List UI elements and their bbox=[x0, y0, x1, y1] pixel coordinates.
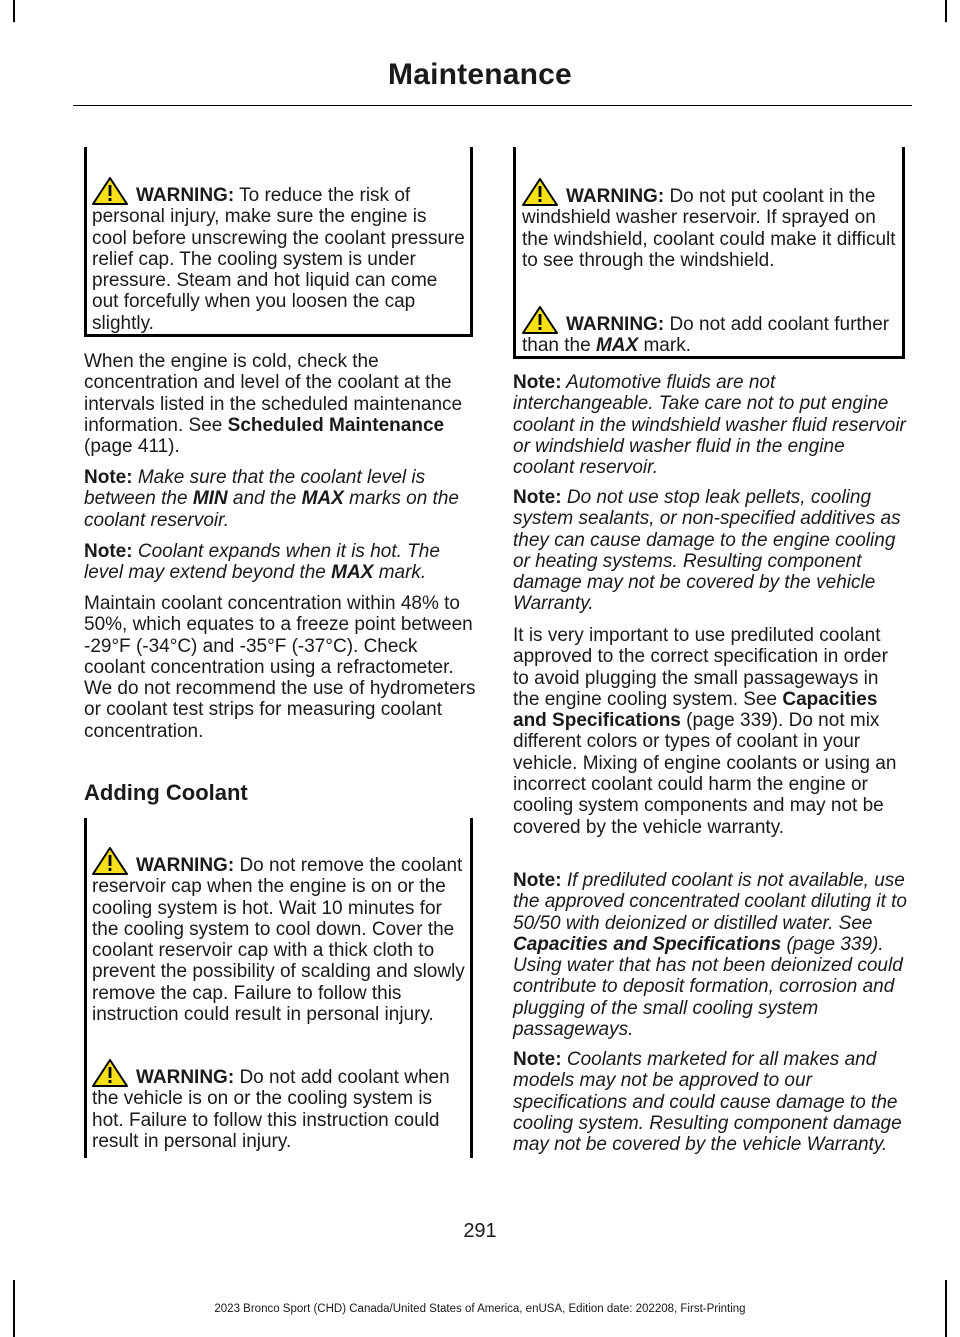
note-coolants-marketed: Note: Coolants marketed for all makes and models may not be approved to our specifications and could cause damage to the cooling system. Resulting component damage may not be covered by the vehicle Warranty. bbox=[513, 1049, 902, 1156]
capacities-specifications-link[interactable]: Capacities and Specifications bbox=[513, 688, 878, 732]
prediluted-coolant-paragraph: It is very important to use prediluted coolant approved to the correct specification in order to avoid plugging the small passageways in the engine cooling system. See Capacities and Specifications (page 339). Do not mix different colors or types of coolant in your vehicle. Mixing of engine coolants or using an incorrect coolant could harm the engine or cooling system components and may not be covered by the vehicle warranty. bbox=[513, 625, 897, 838]
crop-mark-top-right bbox=[945, 0, 947, 22]
note-stop-leak: Note: Do not use stop leak pellets, cooling system sealants, or non-specified additives as they can cause damage to the engine cooling or heating systems. Resulting component damage may not be covered by the vehicle Warranty. bbox=[513, 487, 901, 615]
note-concentrated-coolant: Note: If prediluted coolant is not available, use the approved concentrated coolant diluting it to 50/50 with deionized or distilled water. See Capacities and Specifications (page 339). Using water that has not been deionized could contribute to deposit formation, corrosion and plugging of the small cooling system passageways. bbox=[513, 870, 907, 1041]
crop-mark-top-left bbox=[13, 0, 15, 22]
page-title: Maintenance bbox=[388, 58, 572, 91]
warning-washer-text: WARNING: Do not put coolant in the windshield washer reservoir. If sprayed on the windshield, coolant could make it difficult to see through the windshield. bbox=[522, 178, 900, 271]
warning-add-coolant-hot-text: WARNING: Do not add coolant when the vehicle is on or the cooling system is hot. Failure to follow this instruction could result in personal injury. bbox=[92, 1059, 466, 1152]
warning-max-mark-text: WARNING: Do not add coolant further than the MAX mark. bbox=[522, 306, 900, 357]
warning-reservoir-cap-text: WARNING: Do not remove the coolant reservoir cap when the engine is on or the cooling system is hot. Wait 10 minutes for the cooling system to cool down. Cover the coolant reservoir cap with a thick cloth to prevent the possibility of scalding and slowly remove the cap. Failure to follow this instruction could result in personal injury. bbox=[92, 847, 466, 1025]
note-coolant-expands: Note: Coolant expands when it is hot. The level may extend beyond the MAX mark. bbox=[84, 541, 440, 584]
warning-cap-text: WARNING: To reduce the risk of personal injury, make sure the engine is cool before unscrewing the coolant pressure relief cap. The cooling system is under pressure. Steam and hot liquid can come out forcefully when you loosen the cap slightly. bbox=[92, 177, 466, 334]
warning-triangle-icon bbox=[522, 306, 558, 334]
warning-triangle-icon bbox=[92, 177, 128, 205]
warning-triangle-icon bbox=[92, 847, 128, 875]
header-rule bbox=[73, 105, 912, 106]
capacities-specifications-link[interactable]: Capacities and Specifications bbox=[513, 933, 782, 955]
section-heading-adding-coolant: Adding Coolant bbox=[84, 780, 248, 805]
scheduled-maintenance-link[interactable]: Scheduled Maintenance bbox=[227, 414, 445, 436]
edition-footer: 2023 Bronco Sport (CHD) Canada/United States of America, enUSA, Edition date: 202208, First-Printing bbox=[214, 1303, 746, 1315]
note-fluids-not-interchangeable: Note: Automotive fluids are not interchangeable. Take care not to put engine coolant in the windshield washer fluid reservoir or windshield washer fluid in the engine coolant reservoir. bbox=[513, 372, 906, 479]
coolant-check-paragraph: When the engine is cold, check the concentration and level of the coolant at the intervals listed in the scheduled maintenance information. See Scheduled Maintenance (page 411). bbox=[84, 351, 463, 458]
warning-triangle-icon bbox=[522, 178, 558, 206]
page-number: 291 bbox=[463, 1220, 497, 1242]
note-coolant-level: Note: Make sure that the coolant level is between the MIN and the MAX marks on the coolant reservoir. bbox=[84, 467, 459, 531]
warning-triangle-icon bbox=[92, 1059, 128, 1087]
coolant-concentration-paragraph: Maintain coolant concentration within 48% to 50%, which equates to a freeze point between -29°F (-34°C) and -35°F (-37°C). Check coolant concentration using a refractometer. We do not recommend the use of hydrometers or coolant test strips for measuring coolant concentration. bbox=[84, 593, 476, 742]
